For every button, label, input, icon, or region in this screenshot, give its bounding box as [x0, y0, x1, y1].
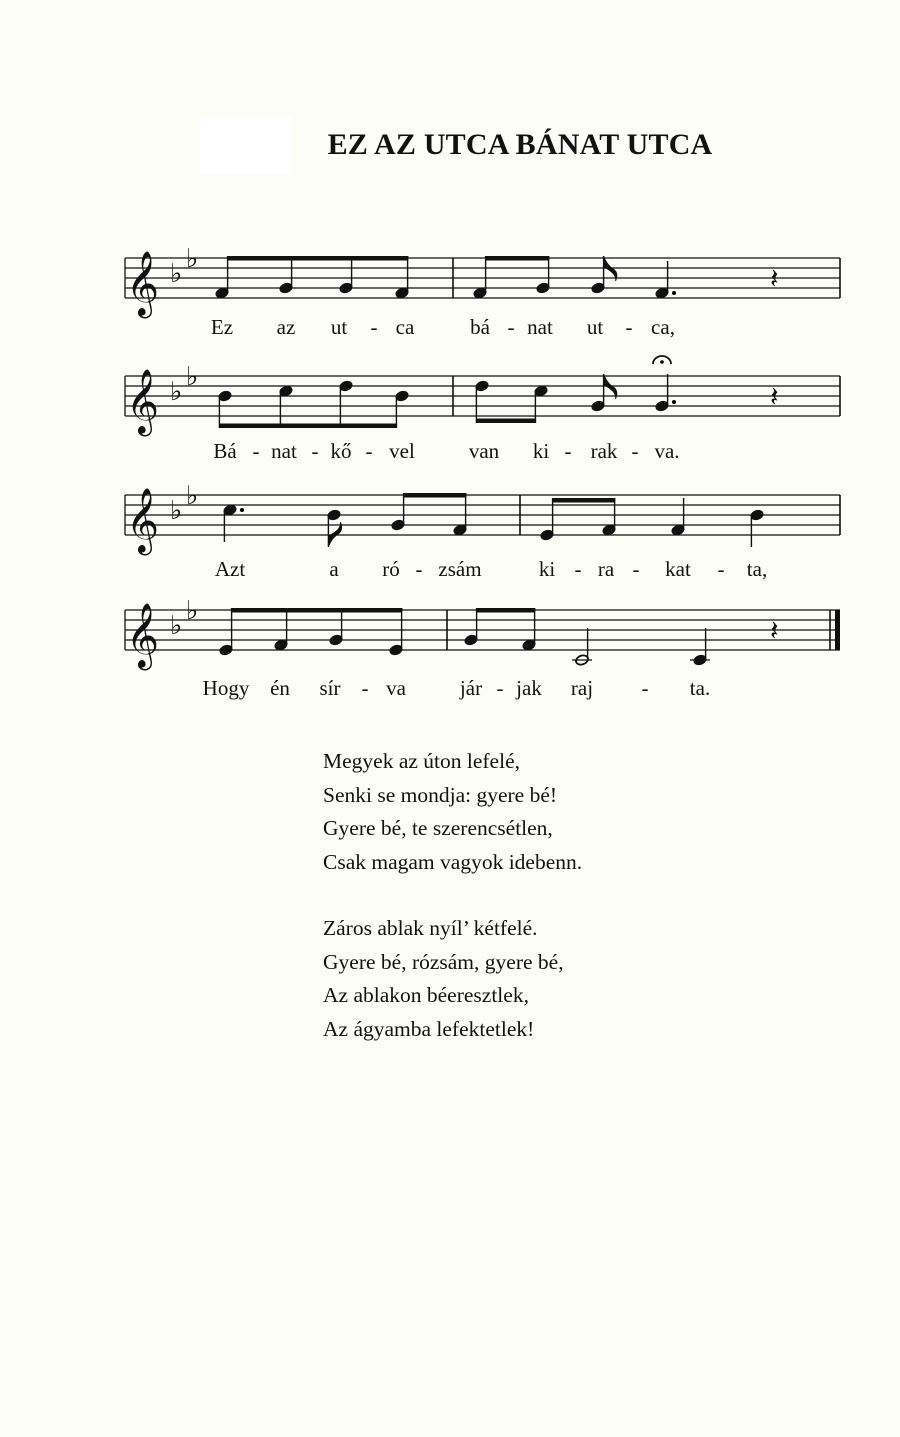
augmentation-dot	[240, 508, 244, 512]
lyric-syllable: -	[365, 439, 373, 463]
lyric-syllable: az	[276, 315, 296, 339]
treble-clef-icon: 𝄞	[126, 251, 160, 316]
beam	[228, 256, 409, 261]
staff-system	[125, 481, 840, 581]
verse-line: Megyek az úton lefelé,	[323, 749, 520, 773]
verse-line: Záros ablak nyíl’ kétfelé.	[323, 916, 538, 940]
lyric-syllable: -	[252, 439, 260, 463]
final-barline-thick	[835, 610, 840, 650]
lyric-syllable: Hogy	[202, 676, 250, 700]
flat-sign-icon: ♭	[186, 596, 199, 626]
lyric-syllable: nat	[527, 315, 553, 339]
lyric-syllable: bá	[470, 315, 490, 339]
treble-clef-icon: 𝄞	[126, 488, 160, 553]
lyric-syllable: -	[632, 557, 640, 581]
lyric-syllable: vel	[389, 439, 415, 463]
verse-line: Senki se mondja: gyere bé!	[323, 782, 558, 807]
lyric-syllable: jak	[516, 676, 542, 700]
lyric-syllable: -	[507, 315, 515, 339]
lyric-syllable: -	[564, 439, 572, 463]
verse	[323, 912, 582, 1046]
lyric-syllable: ró	[382, 557, 400, 581]
lyric-syllable: -	[370, 315, 378, 339]
staff-system	[125, 596, 840, 700]
lyric-syllable: ut	[330, 315, 348, 339]
lyric-syllable: ta.	[689, 676, 711, 700]
lyric-syllable: ki	[538, 557, 556, 581]
flat-sign-icon: ♭	[170, 496, 183, 526]
lyric-syllable: ki	[532, 439, 550, 463]
flat-sign-icon: ♭	[170, 377, 183, 407]
flat-sign-icon: ♭	[186, 244, 199, 274]
lyric-syllable: ca,	[651, 315, 675, 339]
lyric-syllable: nat	[271, 439, 297, 463]
lyric-syllable: -	[641, 676, 649, 700]
beam	[476, 419, 536, 424]
flat-sign-icon: ♭	[170, 259, 183, 289]
verse-line: Gyere bé, rózsám, gyere bé,	[323, 949, 564, 974]
lyric-syllable: Bá	[213, 439, 237, 463]
lyric-syllable: zsám	[438, 557, 482, 581]
lyric-syllable: ra	[597, 557, 615, 581]
song-title: EZ AZ UTCA BÁNAT UTCA	[327, 128, 713, 161]
lyric-syllable: -	[631, 439, 639, 463]
verse-line: Az ágyamba lefektetlek!	[323, 1016, 535, 1041]
lyric-syllable: kat	[665, 557, 691, 581]
augmentation-dot	[672, 400, 676, 404]
lyric-syllable: -	[717, 557, 725, 581]
lyric-syllable: a	[329, 557, 339, 581]
beam	[486, 256, 550, 261]
beam	[404, 493, 467, 498]
beam	[219, 424, 397, 429]
lyric-syllable: va.	[654, 439, 680, 463]
verse-line: Csak magam vagyok idebenn.	[323, 849, 583, 874]
treble-clef-icon: 𝄞	[126, 603, 160, 668]
beam	[553, 498, 616, 503]
lyric-syllable: va	[386, 676, 406, 700]
lyric-syllable: raj	[570, 676, 594, 700]
lyric-syllable: én	[270, 676, 290, 700]
staff-system	[125, 356, 840, 463]
beam	[477, 608, 536, 613]
staff-system	[125, 244, 840, 339]
verse-line: Az ablakon béeresztlek,	[323, 983, 529, 1007]
lyric-syllable: -	[311, 439, 319, 463]
lyric-syllable: Azt	[214, 557, 246, 581]
lyric-syllable: -	[625, 315, 633, 339]
verse	[323, 745, 582, 879]
flat-sign-icon: ♭	[186, 481, 199, 511]
lyric-syllable: van	[468, 439, 500, 463]
verses	[323, 745, 582, 1079]
lyric-syllable: sír	[319, 676, 341, 700]
lyric-syllable: Ez	[210, 315, 234, 339]
quarter-rest-icon: 𝄽	[770, 380, 779, 413]
beam	[232, 608, 403, 613]
quarter-rest-icon: 𝄽	[770, 614, 779, 647]
lyric-syllable: kő	[330, 439, 352, 463]
lyric-syllable: -	[574, 557, 582, 581]
lyric-syllable: -	[415, 557, 423, 581]
flat-sign-icon: ♭	[170, 611, 183, 641]
fermata-dot	[660, 360, 664, 364]
lyric-syllable: -	[496, 676, 504, 700]
verse-line: Gyere bé, te szerencsétlen,	[323, 816, 553, 840]
lyric-syllable: ca	[395, 315, 415, 339]
treble-clef-icon: 𝄞	[126, 369, 160, 434]
lyric-syllable: ut	[586, 315, 604, 339]
augmentation-dot	[672, 291, 676, 295]
lyric-syllable: jár	[459, 676, 483, 700]
lyric-syllable: -	[361, 676, 369, 700]
lyric-syllable: rak	[590, 439, 618, 463]
quarter-rest-icon: 𝄽	[770, 262, 779, 295]
lyric-syllable: ta,	[746, 557, 768, 581]
flat-sign-icon: ♭	[186, 362, 199, 392]
